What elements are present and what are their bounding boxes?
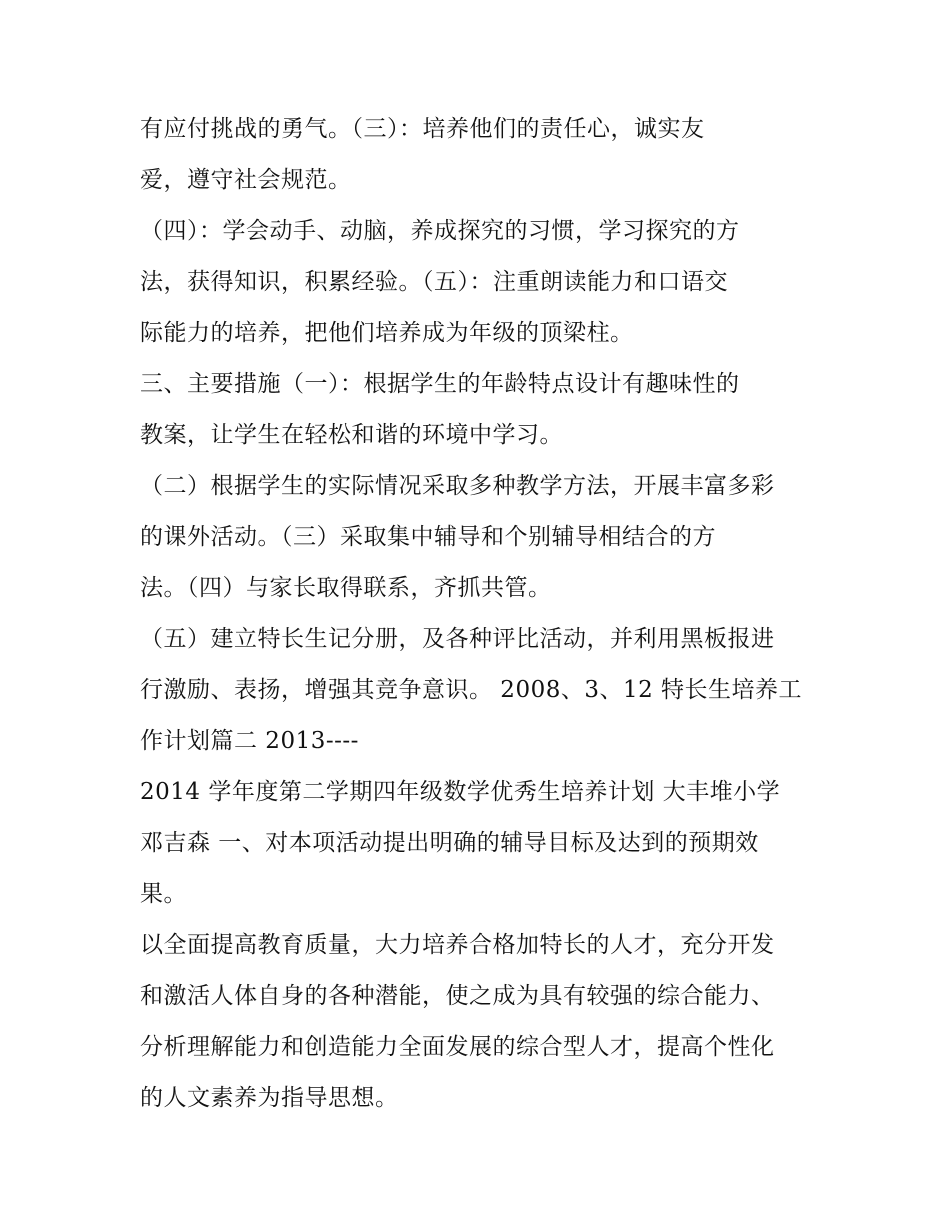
text-line: （四）：学会动手、动脑，养成探究的习惯，学习探究的方 (140, 218, 740, 244)
text-line: 有应付挑战的勇气。（三）：培养他们的责任心，诚实友 (140, 116, 705, 142)
text-line: 邓吉森 一、对本项活动提出明确的辅导目标及达到的预期效 (140, 830, 759, 856)
text-line: 和激活人体自身的各种潜能，使之成为具有较强的综合能力、 (140, 983, 775, 1009)
text-line: 2014 学年度第二学期四年级数学优秀生培养计划 大丰堆小学 (140, 779, 781, 805)
text-line: 作计划篇二 2013---- (140, 728, 359, 754)
text-line: 爱，遵守社会规范。 (140, 167, 352, 193)
text-line: 三、主要措施（一）：根据学生的年龄特点设计有趣味性的 (140, 371, 740, 397)
text-line: 果。 (140, 881, 187, 907)
text-line: 法，获得知识，积累经验。（五）：注重朗读能力和口语交 (140, 269, 728, 295)
document-body (140, 104, 830, 1124)
text-line: 教案，让学生在轻松和谐的环境中学习。 (140, 422, 563, 448)
text-line: 的人文素养为指导思想。 (140, 1085, 399, 1111)
text-line: 以全面提高教育质量，大力培养合格加特长的人才，充分开发 (140, 932, 775, 958)
text-line: 的课外活动。（三）采取集中辅导和个别辅导相结合的方 (140, 524, 716, 550)
text-line: 行激励、表扬，增强其竞争意识。 2008、3、12 特长生培养工 (140, 677, 803, 703)
text-line: （五）建立特长生记分册，及各种评比活动，并利用黑板报进 (140, 626, 775, 652)
text-line: 际能力的培养，把他们培养成为年级的顶梁柱。 (140, 320, 634, 346)
text-line: 分析理解能力和创造能力全面发展的综合型人才，提高个性化 (140, 1034, 775, 1060)
text-line: 法。（四）与家长取得联系，齐抓共管。 (140, 575, 552, 601)
text-line: （二）根据学生的实际情况采取多种教学方法，开展丰富多彩 (140, 473, 775, 499)
